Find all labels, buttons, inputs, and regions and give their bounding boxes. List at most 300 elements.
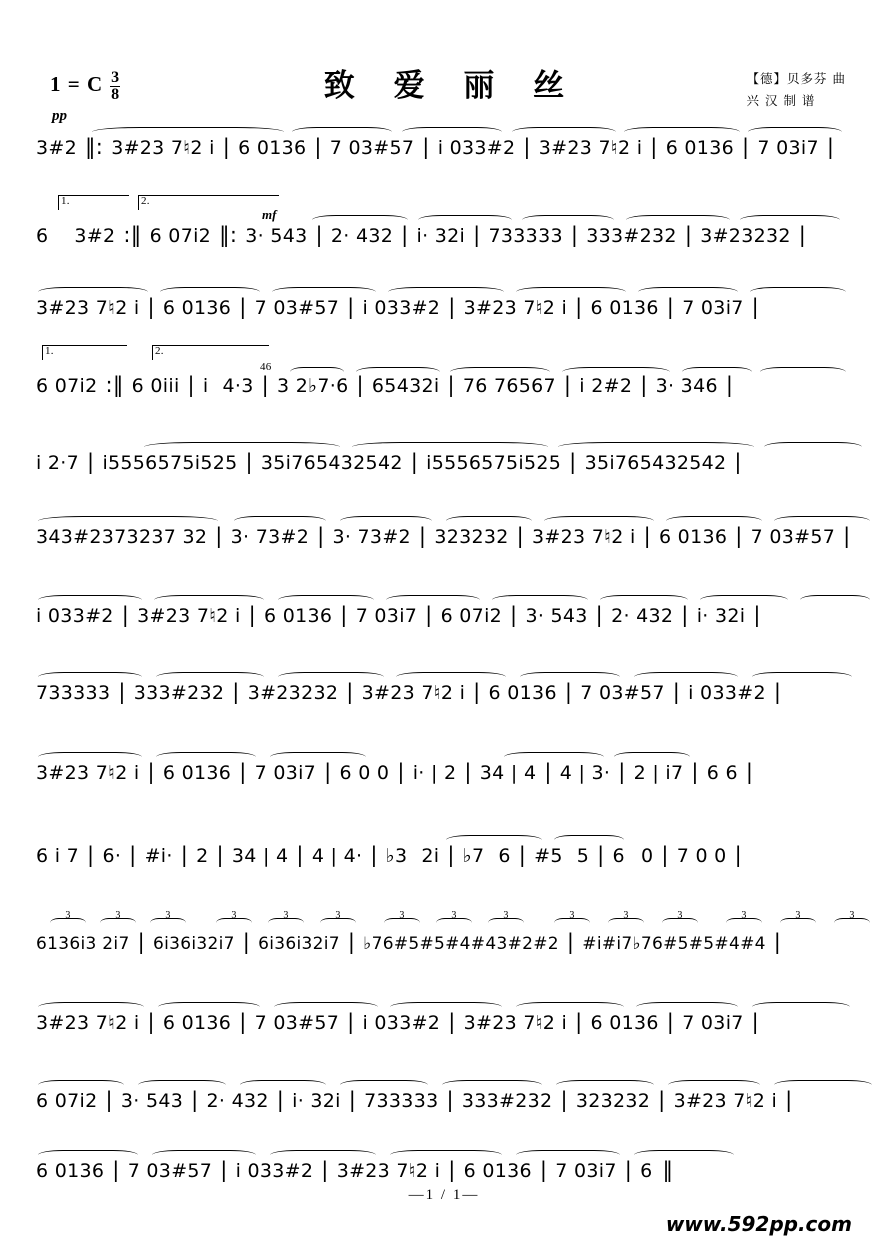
measure: i 033#2	[36, 605, 114, 627]
measure: 7 03i7	[682, 1012, 744, 1034]
slur-icon	[800, 595, 870, 605]
measure: 7 03i7	[355, 605, 418, 627]
measure: 3#23 7♮2 i	[36, 762, 140, 784]
barline: |	[624, 1158, 633, 1182]
slur-icon	[38, 752, 142, 762]
tuplet-number: 3	[335, 910, 341, 921]
barline: |	[348, 1088, 357, 1112]
barline: |	[410, 450, 419, 474]
score-line-3	[34, 297, 862, 318]
measure: 6i36i32i7	[152, 934, 235, 954]
measure: i· 32i	[696, 605, 746, 627]
measure: 35i765432542	[260, 452, 403, 474]
barline: |	[473, 223, 481, 247]
barline: |	[261, 373, 270, 397]
measure: 7 03i7	[757, 137, 819, 159]
measure: i 2#2	[579, 375, 633, 397]
slur-icon	[278, 595, 374, 605]
score-line-9	[34, 762, 862, 783]
measure: 3· 543	[525, 605, 588, 627]
measure: 6 i 7	[36, 845, 80, 867]
measure: i· | 2	[412, 762, 457, 784]
measure: 6 0136	[162, 762, 232, 784]
slur-icon	[634, 1150, 734, 1160]
barline: |	[618, 760, 626, 784]
barline: |	[401, 223, 409, 247]
barline: |	[751, 1010, 760, 1034]
score-line-10	[34, 845, 862, 866]
barline: |	[346, 680, 354, 704]
barline: |	[216, 843, 224, 867]
slur-icon	[442, 1080, 542, 1090]
barline: |	[691, 760, 699, 784]
measure: i· 32i	[416, 225, 466, 247]
slur-icon	[390, 1002, 502, 1012]
score-line-1	[34, 137, 862, 158]
measure: 6 0iii	[131, 375, 180, 397]
measure: 6 6	[706, 762, 738, 784]
slur-icon	[624, 127, 740, 137]
barline: |	[575, 1010, 583, 1034]
tuplet-number: 3	[65, 910, 71, 921]
slur-icon	[388, 287, 504, 297]
tuplet-number: 3	[451, 910, 457, 921]
barline: |	[510, 603, 518, 627]
score-line-7	[34, 605, 862, 626]
slur-icon	[700, 595, 788, 605]
barline: |	[422, 135, 430, 159]
score-line-4	[34, 345, 862, 397]
slur-icon	[516, 287, 626, 297]
barline: |	[87, 450, 95, 474]
measure: 333#232	[586, 225, 677, 247]
slur-icon	[396, 672, 506, 682]
volta-bracket-2	[138, 195, 279, 210]
barline: |	[464, 760, 472, 784]
barline: |	[448, 1010, 456, 1034]
tuplet-number: 3	[795, 910, 801, 921]
final-barline: ‖	[662, 1158, 673, 1182]
barline: |	[147, 760, 155, 784]
barline: |	[523, 135, 531, 159]
measure: 34 | 4	[479, 762, 537, 784]
barline: |	[147, 295, 155, 319]
measure: i 033#2	[235, 1160, 314, 1182]
slur-icon	[402, 127, 502, 137]
measure: 3#23 7♮2 i	[36, 1012, 140, 1034]
barline: |	[315, 223, 323, 247]
barline: |	[314, 135, 322, 159]
measure: 0	[640, 845, 654, 867]
barline: |	[180, 843, 189, 867]
slur-icon	[558, 442, 754, 452]
barline: |	[681, 603, 689, 627]
barline: |	[741, 135, 750, 159]
barline: |	[448, 295, 456, 319]
slur-icon	[270, 752, 366, 762]
barline: |	[187, 373, 195, 397]
measure: 733333	[488, 225, 563, 247]
score-line-13	[34, 1090, 862, 1111]
measure-number: 46	[260, 361, 272, 373]
barline: |	[569, 450, 577, 474]
barline: |	[826, 135, 835, 159]
measure: 6	[498, 845, 511, 867]
measure: 6 0136	[658, 526, 728, 548]
barline: |	[773, 930, 782, 954]
tuplet-number: 3	[623, 910, 629, 921]
measure: i5556575i525	[426, 452, 562, 474]
measure: i 033#2	[362, 297, 441, 319]
measure: 7 03#57	[254, 1012, 340, 1034]
measure: 3#23 7♮2 i	[532, 526, 636, 548]
measure: 2i	[421, 845, 440, 867]
slur-icon	[504, 752, 604, 762]
measure: 3· 543	[120, 1090, 184, 1112]
slur-icon	[554, 835, 624, 845]
measure: i· 32i	[292, 1090, 341, 1112]
barline: |	[566, 930, 575, 954]
barline: |	[650, 135, 658, 159]
time-signature-numerator: 3	[111, 69, 120, 86]
measure: 6 0 0	[339, 762, 390, 784]
score-line-6	[34, 526, 862, 547]
slur-icon	[740, 215, 840, 225]
measure: 3#23 7♮2 i	[336, 1160, 441, 1182]
barline: |	[347, 295, 355, 319]
measure: 6 0136	[590, 1012, 659, 1034]
slur-icon	[626, 215, 730, 225]
slur-icon	[152, 1150, 256, 1160]
barline: |	[215, 524, 223, 548]
barline: |	[597, 843, 605, 867]
slur-icon	[38, 516, 218, 526]
tuplet-number: 3	[677, 910, 683, 921]
measure: 6	[640, 1160, 653, 1182]
barline: |	[563, 373, 572, 397]
barline: |	[324, 760, 332, 784]
barline: |	[317, 524, 325, 548]
barline: |	[397, 760, 405, 784]
barline: |	[798, 223, 807, 247]
repeat-start-barline: ‖:	[219, 223, 238, 247]
measure: 34 | 4	[231, 845, 289, 867]
measure: 6 0136	[162, 1012, 232, 1034]
barline: |	[785, 1088, 793, 1112]
tuplet-number: 3	[503, 910, 509, 921]
barline: |	[446, 1088, 454, 1112]
measure: ♭3	[385, 845, 408, 867]
measure: 6 0136	[264, 605, 333, 627]
volta-bracket-2	[152, 345, 269, 360]
measure: 65432i	[371, 375, 440, 397]
tuplet-number: 3	[741, 910, 747, 921]
measure: 5	[576, 845, 590, 867]
barline: |	[340, 603, 348, 627]
barline: |	[473, 680, 481, 704]
repeat-end-barline: :‖	[105, 373, 124, 397]
slur-icon	[156, 672, 264, 682]
barline: |	[734, 843, 742, 867]
barline: |	[87, 843, 95, 867]
tuplet-number: 3	[115, 910, 121, 921]
barline: |	[248, 603, 256, 627]
measure: 7 0 0	[676, 845, 727, 867]
measure: 7 03#57	[580, 682, 665, 704]
measure: 6 0136	[463, 1160, 532, 1182]
barline: |	[418, 524, 427, 548]
slur-icon	[666, 516, 762, 526]
measure: 7 03i7	[555, 1160, 617, 1182]
measure: 6·	[102, 845, 122, 867]
slur-icon	[38, 287, 148, 297]
volta-label-2: 2.	[155, 345, 164, 357]
measure: 6 0136	[488, 682, 557, 704]
barline: |	[570, 223, 579, 247]
barline: |	[753, 603, 761, 627]
measure: 7 03i7	[254, 762, 317, 784]
key-signature-text: 1 = C	[50, 72, 104, 96]
slur-icon	[138, 1080, 226, 1090]
measure: 3#23 7♮2 i	[111, 137, 215, 159]
slur-icon	[386, 595, 480, 605]
measure: 3#23 7♮2 i	[463, 297, 568, 319]
measure: 2 | i7	[633, 762, 684, 784]
measure: #i#i7♭76#5#5#4#4	[582, 934, 766, 954]
score-line-12	[34, 1012, 862, 1033]
slur-icon	[556, 1080, 654, 1090]
credit-composer: 【德】贝多芬 曲	[746, 71, 846, 86]
barline: |	[560, 1088, 568, 1112]
slur-icon	[272, 287, 376, 297]
measure: 333#232	[133, 682, 225, 704]
measure: 3#23 7♮2 i	[36, 297, 140, 319]
measure: ♭7	[462, 845, 485, 867]
tuplet-number: 3	[849, 910, 855, 921]
measure: 323232	[575, 1090, 651, 1112]
dynamic-marking-mf: mf	[262, 207, 277, 222]
slur-icon	[668, 1080, 760, 1090]
slur-icon	[522, 215, 614, 225]
watermark: www.592pp.com	[665, 1212, 852, 1236]
measure: 7 03i7	[682, 297, 744, 319]
slur-icon	[278, 672, 384, 682]
credit-arranger: 兴 汉 制 谱	[746, 92, 816, 108]
slur-icon	[764, 442, 862, 452]
measure: 4 | 3·	[559, 762, 611, 784]
measure: 6	[36, 225, 49, 247]
dynamic-marking-pp: pp	[52, 108, 67, 124]
barline: |	[745, 760, 754, 784]
measure: 6 0136	[665, 137, 734, 159]
slur-icon	[144, 442, 340, 452]
volta-label-2: 2.	[141, 195, 150, 207]
measure: 6136i3 2i7	[36, 934, 130, 954]
barline: |	[347, 930, 356, 954]
measure: 6 07i2	[440, 605, 503, 627]
volta-label-1: 1.	[61, 195, 70, 207]
measure: 323232	[434, 526, 509, 548]
score-line-14	[34, 1160, 862, 1181]
slur-icon	[544, 516, 654, 526]
barline: |	[672, 680, 681, 704]
measure: 733333	[36, 682, 111, 704]
time-signature-denominator: 8	[111, 86, 120, 103]
barline: |	[321, 1158, 329, 1182]
barline: |	[191, 1088, 199, 1112]
measure: 3· 73#2	[332, 526, 411, 548]
barline: |	[843, 524, 851, 548]
measure: 6 07i2	[36, 375, 98, 397]
repeat-end-barline: :‖	[123, 223, 142, 247]
barline: |	[105, 1088, 113, 1112]
slur-icon	[38, 672, 142, 682]
barline: |	[239, 1010, 247, 1034]
measure: i5556575i525	[102, 452, 238, 474]
barline: |	[121, 603, 130, 627]
measure: 343#2373237 32	[36, 526, 208, 548]
slur-icon	[634, 672, 738, 682]
barline: |	[735, 524, 743, 548]
measure: 6 0136	[238, 137, 307, 159]
barline: |	[640, 373, 648, 397]
slur-icon	[516, 1002, 624, 1012]
barline: |	[296, 843, 304, 867]
slur-icon	[38, 1150, 138, 1160]
measure: ♭76#5#5#4#43#2#2	[363, 934, 559, 954]
barline: |	[147, 1010, 155, 1034]
slur-icon	[750, 287, 846, 297]
barline: |	[242, 930, 251, 954]
score-line-11	[34, 910, 862, 954]
barline: |	[734, 450, 742, 474]
barline: |	[232, 680, 240, 704]
barline: |	[564, 680, 573, 704]
barline: |	[220, 1158, 228, 1182]
page-number: —1 / 1—	[408, 1187, 480, 1203]
slur-icon	[38, 1002, 144, 1012]
slur-icon	[446, 835, 542, 845]
measure: 7 03#57	[254, 297, 340, 319]
barline: |	[518, 843, 527, 867]
slur-icon	[292, 127, 392, 137]
tuplet-number: 3	[231, 910, 237, 921]
barline: |	[222, 135, 231, 159]
measure: 2· 432	[330, 225, 394, 247]
measure: i 2·7	[36, 452, 80, 474]
barline: |	[447, 843, 455, 867]
repeat-start-barline: ‖:	[85, 135, 104, 159]
measure: 6	[612, 845, 625, 867]
measure: 3#2	[36, 137, 77, 159]
measure: 3#2	[74, 225, 116, 247]
barline: |	[129, 843, 137, 867]
barline: |	[370, 843, 378, 867]
measure: 3#23 7♮2 i	[673, 1090, 778, 1112]
slur-icon	[492, 595, 588, 605]
slur-icon	[774, 516, 870, 526]
barline: |	[773, 680, 782, 704]
measure: 7 03#57	[329, 137, 415, 159]
barline: |	[666, 1010, 675, 1034]
measure: #i·	[144, 845, 173, 867]
slur-icon	[154, 595, 264, 605]
measure: #5	[534, 845, 563, 867]
barline: |	[544, 760, 552, 784]
slur-icon	[516, 1150, 620, 1160]
measure: 3· 346	[655, 375, 718, 397]
measure: i 033#2	[688, 682, 766, 704]
slur-icon	[418, 215, 512, 225]
score-line-8	[34, 682, 862, 703]
measure: 2· 432	[611, 605, 674, 627]
slur-icon	[234, 516, 326, 526]
slur-icon	[752, 1002, 850, 1012]
measure: 2· 432	[206, 1090, 269, 1112]
barline: |	[425, 603, 433, 627]
barline: |	[239, 760, 247, 784]
tuplet-number: 3	[165, 910, 171, 921]
barline: |	[666, 295, 675, 319]
barline: |	[447, 373, 455, 397]
measure: i 033#2	[362, 1012, 441, 1034]
measure: 333#232	[461, 1090, 553, 1112]
measure: 7 03#57	[750, 526, 836, 548]
measure: 3#23 7♮2 i	[538, 137, 643, 159]
measure: 733333	[364, 1090, 439, 1112]
page-title: 致 爱 丽 丝	[323, 68, 579, 104]
slur-icon	[390, 1150, 502, 1160]
measure: 3· 73#2	[230, 526, 310, 548]
measure: 6 07i2	[149, 225, 212, 247]
barline: |	[448, 1158, 456, 1182]
measure: 2	[196, 845, 209, 867]
measure: 3· 543	[245, 225, 308, 247]
barline: |	[725, 373, 734, 397]
measure: 4·3	[222, 375, 254, 397]
barline: |	[595, 603, 604, 627]
barline: |	[516, 524, 525, 548]
barline: |	[658, 1088, 666, 1112]
measure: i 033#2	[437, 137, 516, 159]
measure: 3 2♭7·6	[277, 375, 349, 397]
barline: |	[356, 373, 364, 397]
barline: |	[137, 930, 145, 954]
barline: |	[643, 524, 651, 548]
score-line-5	[34, 452, 862, 473]
barline: |	[575, 295, 583, 319]
slur-icon	[274, 1002, 378, 1012]
measure: 35i765432542	[584, 452, 727, 474]
measure: 3#23 7♮2 i	[137, 605, 241, 627]
slur-icon	[636, 1002, 738, 1012]
measure: 6 07i2	[36, 1090, 98, 1112]
barline: |	[661, 843, 669, 867]
measure: 7 03#57	[127, 1160, 213, 1182]
measure: 3#23232	[700, 225, 791, 247]
tuplet-number: 3	[283, 910, 289, 921]
slur-icon	[312, 215, 408, 225]
barline: |	[239, 295, 247, 319]
measure: 6 0136	[36, 1160, 105, 1182]
measure: 6i36i32i7	[258, 934, 340, 954]
measure: 6 0136	[590, 297, 659, 319]
barline: |	[276, 1088, 285, 1112]
volta-bracket-1	[42, 345, 127, 360]
barline: |	[751, 295, 760, 319]
measure: 3#23 7♮2 i	[361, 682, 466, 704]
measure: 3#23 7♮2 i	[463, 1012, 568, 1034]
